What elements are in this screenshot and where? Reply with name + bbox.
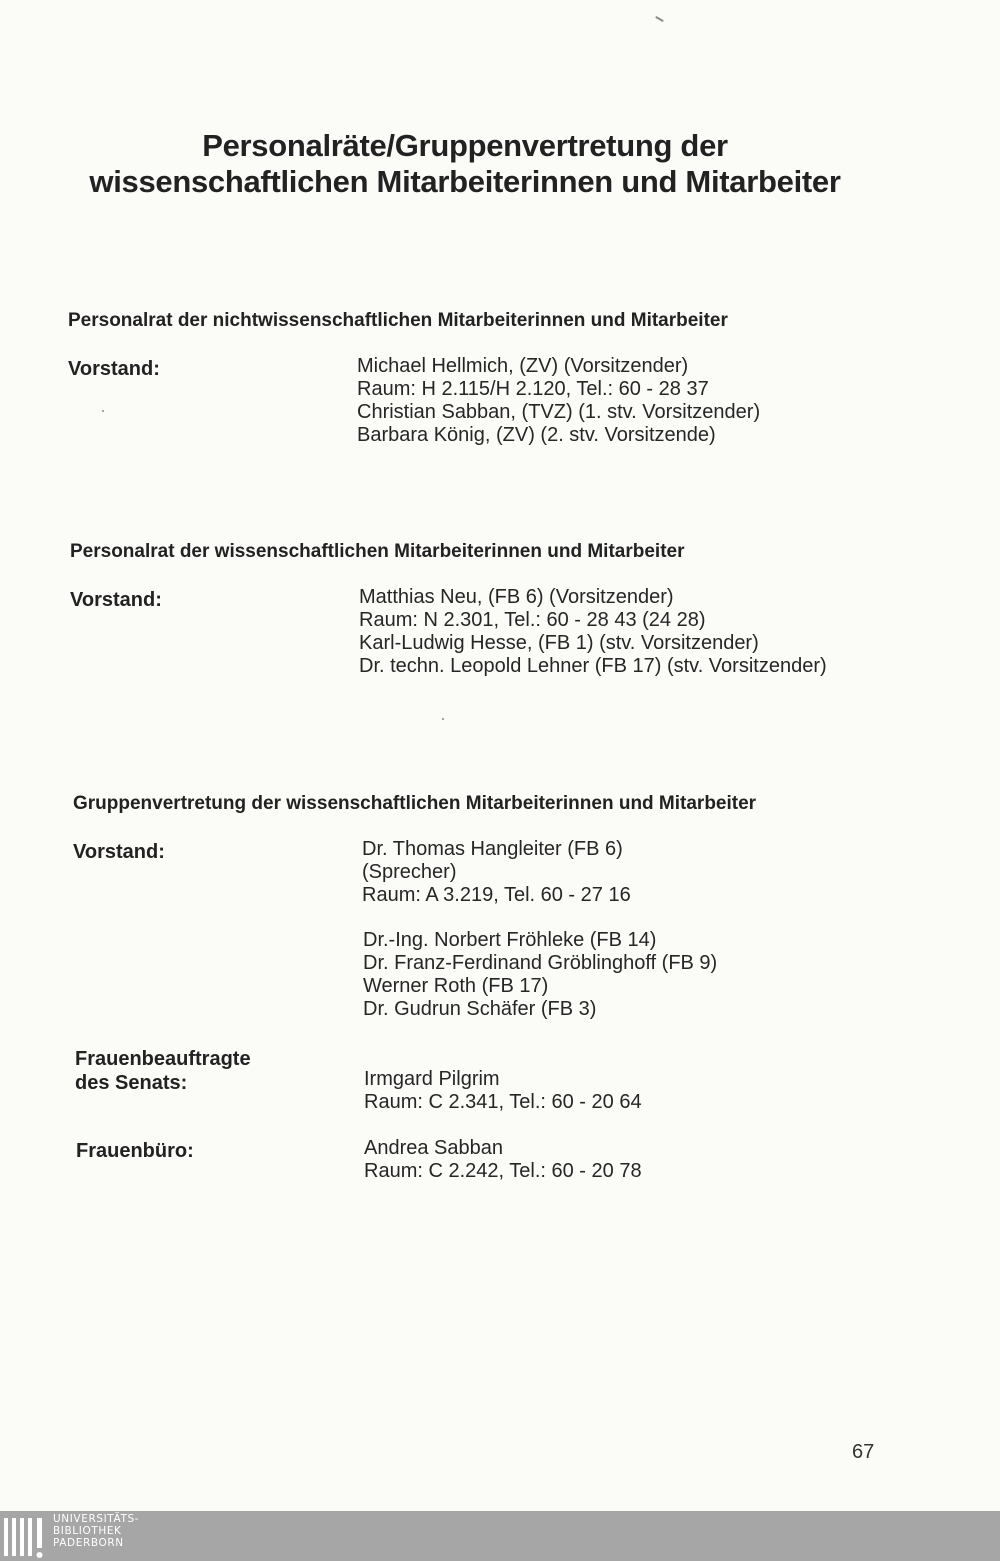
scan-speck xyxy=(655,16,664,22)
member-line: Dr. Franz-Ferdinand Gröblinghoff (FB 9) xyxy=(363,952,718,974)
section-heading-gruppenvertretung: Gruppenvertretung der wissenschaftlichen Mitarbeiterinnen und Mitarbeiter xyxy=(73,793,757,814)
entry-line: Barbara König, (ZV) (2. stv. Vorsitzende) xyxy=(357,424,716,446)
entry-line: (Sprecher) xyxy=(362,861,457,883)
entry-line: Matthias Neu, (FB 6) (Vorsitzender) xyxy=(359,586,674,608)
logo-text-line-1: UNIVERSITÄTS- xyxy=(53,1513,140,1525)
library-footer-bar xyxy=(0,1511,1000,1561)
entry-line: Karl-Ludwig Hesse, (FB 1) (stv. Vorsitzender) xyxy=(359,632,759,654)
frauenbeauftragte-label-line-1: Frauenbeauftragte xyxy=(75,1048,251,1070)
entry-line: Irmgard Pilgrim xyxy=(364,1068,500,1090)
entry-line: Raum: C 2.242, Tel.: 60 - 20 78 xyxy=(364,1160,642,1182)
vorstand-label: Vorstand: xyxy=(70,589,162,611)
page-title-line-1: Personalräte/Gruppenvertretung der xyxy=(202,128,728,163)
vorstand-entry-block xyxy=(357,355,760,447)
vorstand-label: Vorstand: xyxy=(73,841,165,863)
entry-line: Christian Sabban, (TVZ) (1. stv. Vorsitzender) xyxy=(357,401,761,423)
page-number: 67 xyxy=(852,1441,875,1463)
scan-speck xyxy=(102,410,104,412)
logo-text-line-3: PADERBORN xyxy=(53,1537,124,1549)
logo-text-line-2: BIBLIOTHEK xyxy=(53,1525,122,1537)
frauenbeauftragte-entry-block xyxy=(364,1068,642,1114)
entry-line: Raum: A 3.219, Tel. 60 - 27 16 xyxy=(362,884,631,906)
entry-line: Andrea Sabban xyxy=(364,1137,504,1159)
frauenbeauftragte-label-line-2: des Senats: xyxy=(75,1072,188,1094)
entry-line: Dr. techn. Leopold Lehner (FB 17) (stv. Vorsitzender) xyxy=(359,655,827,677)
page-title-line-2: wissenschaftlichen Mitarbeiterinnen und Mitarbeiter xyxy=(89,164,841,199)
section-heading-personalrat-wissenschaftlich: Personalrat der wissenschaftlichen Mitarbeiterinnen und Mitarbeiter xyxy=(70,541,685,562)
vorstand-label: Vorstand: xyxy=(68,358,160,380)
frauenbuero-entry-block xyxy=(364,1137,642,1183)
library-logo-text xyxy=(53,1513,139,1549)
section-heading-personalrat-nichtwissenschaftlich: Personalrat der nichtwissenschaftlichen Mitarbeiterinnen und Mitarbeiter xyxy=(68,310,728,331)
frauenbeauftragte-label xyxy=(75,1047,251,1095)
entry-line: Raum: N 2.301, Tel.: 60 - 28 43 (24 28) xyxy=(359,609,706,631)
member-line: Dr.-Ing. Norbert Fröhleke (FB 14) xyxy=(363,929,657,951)
scan-speck xyxy=(442,718,444,720)
page-title xyxy=(60,128,870,200)
entry-line: Dr. Thomas Hangleiter (FB 6) xyxy=(362,838,623,860)
members-entry-block xyxy=(363,929,717,1021)
library-logo-icon xyxy=(4,1515,48,1559)
entry-line: Raum: C 2.341, Tel.: 60 - 20 64 xyxy=(364,1091,642,1113)
member-line: Dr. Gudrun Schäfer (FB 3) xyxy=(363,998,597,1020)
member-line: Werner Roth (FB 17) xyxy=(363,975,549,997)
vorstand-entry-block xyxy=(359,586,827,678)
vorstand-entry-block xyxy=(362,838,631,907)
entry-line: Raum: H 2.115/H 2.120, Tel.: 60 - 28 37 xyxy=(357,378,709,400)
frauenbuero-label: Frauenbüro: xyxy=(76,1140,194,1162)
entry-line: Michael Hellmich, (ZV) (Vorsitzender) xyxy=(357,355,689,377)
